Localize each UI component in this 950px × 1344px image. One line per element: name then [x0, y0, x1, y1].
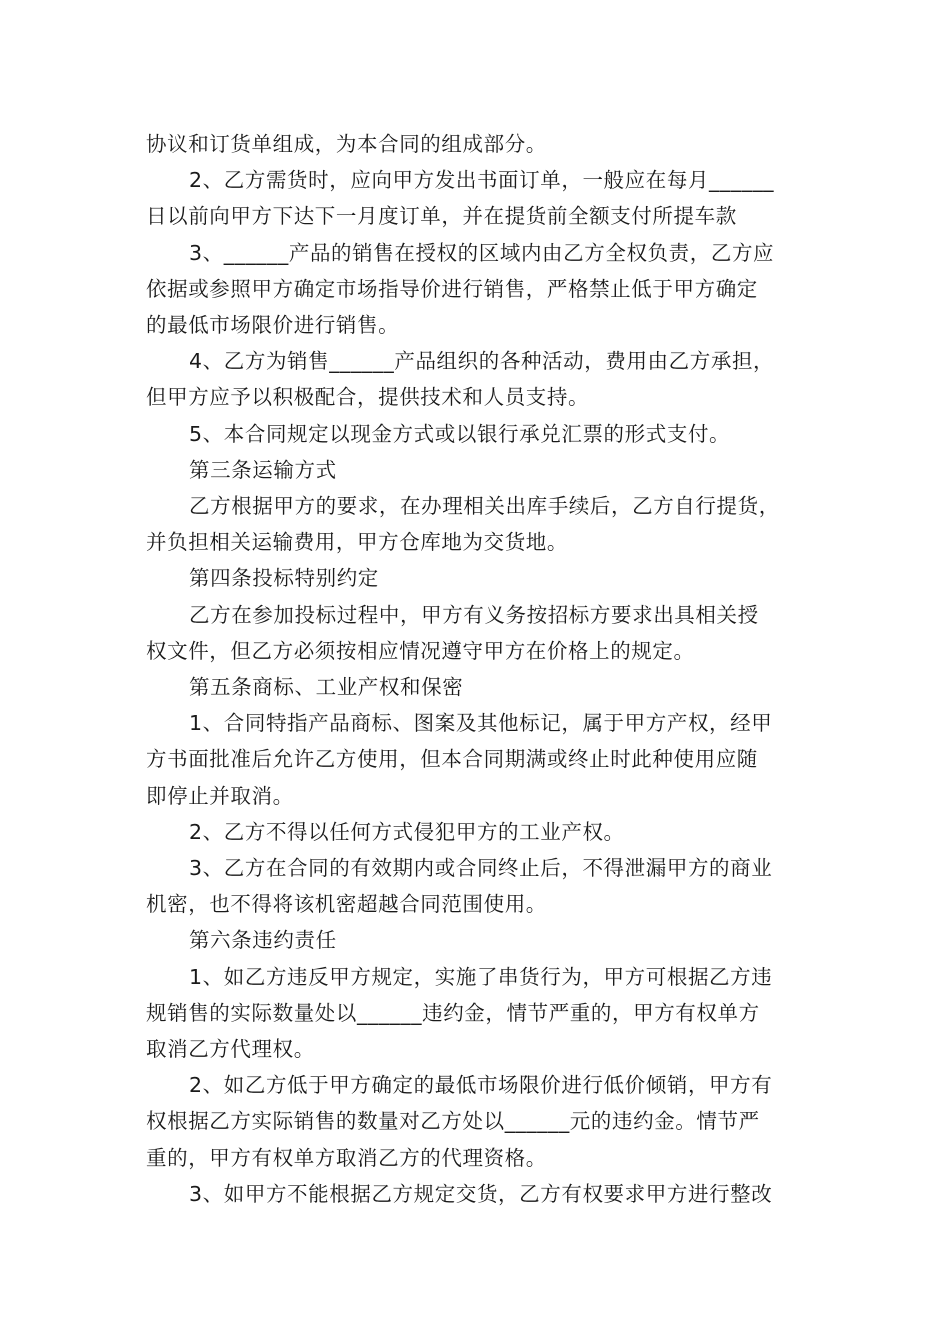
paragraph-line: 的最低市场限价进行销售。 [146, 313, 400, 337]
paragraph-first-line: 1、如乙方违反甲方规定，实施了串货行为，甲方可根据乙方违 [189, 964, 773, 989]
paragraph-line: 方书面批准后允许乙方使用，但本合同期满或终止时此种使用应随 [146, 747, 758, 772]
paragraph-first-line: 第四条投标特别约定 [189, 566, 379, 591]
paragraph-line: 日以前向甲方下达下一月度订单，并在提货前全额支付所提车款 [146, 204, 737, 229]
paragraph-line: 重的，甲方有权单方取消乙方的代理资格。 [146, 1145, 547, 1170]
paragraph-first-line: 2、如乙方低于甲方确定的最低市场限价进行低价倾销，甲方有 [189, 1073, 773, 1098]
paragraph-line: 机密，也不得将该机密超越合同范围使用。 [146, 892, 547, 917]
paragraph-first-line: 第五条商标、工业产权和保密 [189, 675, 464, 699]
paragraph-first-line: 3、乙方在合同的有效期内或合同终止后，不得泄漏甲方的商业 [189, 856, 773, 880]
paragraph-first-line: 第六条违约责任 [189, 928, 337, 953]
paragraph-first-line: 乙方在参加投标过程中，甲方有义务按招标方要求出具相关授 [189, 602, 759, 627]
paragraph-first-line: 2、乙方需货时，应向甲方发出书面订单，一般应在每月______ [189, 168, 775, 193]
paragraph-first-line: 3、如甲方不能根据乙方规定交货，乙方有权要求甲方进行整改 [189, 1181, 773, 1206]
paragraph-first-line: 第三条运输方式 [189, 457, 337, 482]
paragraph-first-line: 5、本合同规定以现金方式或以银行承兑汇票的形式支付。 [189, 421, 731, 446]
paragraph-line: 协议和订货单组成，为本合同的组成部分。 [146, 132, 547, 156]
paragraph-line: 权根据乙方实际销售的数量对乙方处以______元的违约金。情节严 [146, 1109, 760, 1134]
paragraph-line: 规销售的实际数量处以______违约金，情节严重的，甲方有权单方 [146, 1000, 760, 1025]
paragraph-first-line: 2、乙方不得以任何方式侵犯甲方的工业产权。 [189, 819, 625, 844]
paragraph-first-line: 乙方根据甲方的要求，在办理相关出库手续后，乙方自行提货， [189, 494, 780, 518]
paragraph-line: 依据或参照甲方确定市场指导价进行销售，严格禁止低于甲方确定 [146, 276, 758, 301]
paragraph-line: 并负担相关运输费用，甲方仓库地为交货地。 [146, 530, 568, 555]
paragraph-line: 但甲方应予以积极配合，提供技术和人员支持。 [146, 385, 590, 410]
paragraph-first-line: 4、乙方为销售______产品组织的各种活动，费用由乙方承担， [189, 349, 775, 374]
paragraph-line: 取消乙方代理权。 [146, 1037, 315, 1061]
paragraph-first-line: 3、______产品的销售在授权的区域内由乙方全权负责，乙方应 [189, 240, 775, 265]
paragraph-line: 权文件，但乙方必须按相应情况遵守甲方在价格上的规定。 [146, 638, 695, 663]
paragraph-line: 即停止并取消。 [146, 783, 294, 808]
paragraph-first-line: 1、合同特指产品商标、图案及其他标记，属于甲方产权，经甲 [189, 711, 773, 736]
